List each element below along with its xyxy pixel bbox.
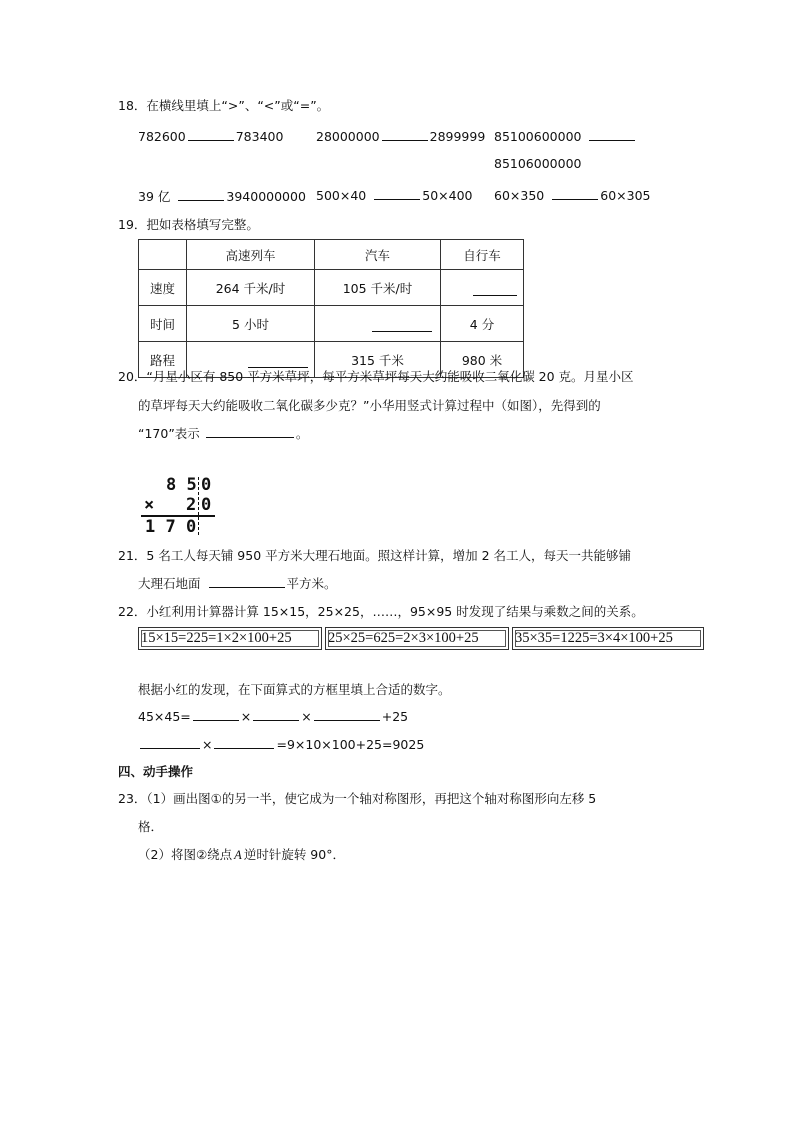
row-label: 路程 <box>139 342 187 378</box>
table-header-cell: 自行车 <box>441 240 524 270</box>
table-cell: 980 米 <box>441 342 524 378</box>
answer-blank[interactable] <box>589 128 635 141</box>
times-sign: × <box>240 709 252 724</box>
q23-line1: 23．（1）画出图①的另一半，使它成为一个轴对称图形，再把这个轴对称图形向左移 5 <box>118 791 597 806</box>
table-header-row <box>139 240 524 270</box>
answer-blank[interactable] <box>214 736 274 749</box>
answer-blank[interactable] <box>140 736 200 749</box>
row-label: 时间 <box>139 306 187 342</box>
q18-title: 18．在横线里填上“>”、“<”或“=”。 <box>118 98 330 113</box>
q18-r2a-right: 3940000000 <box>226 189 306 204</box>
table-header-cell: 汽车 <box>315 240 441 270</box>
calc-partial-product: 1 7 0 <box>145 517 197 537</box>
q20-line2: 的草坪每天大约能吸收二氧化碳多少克？”小华用竖式计算过程中（如图），先得到的 <box>138 398 601 413</box>
table-cell: 105 千米/时 <box>315 270 441 306</box>
q21-line2 <box>138 574 337 592</box>
answer-blank[interactable] <box>188 128 234 141</box>
answer-blank[interactable] <box>253 708 299 721</box>
q21-line2-suffix: 平方米。 <box>286 576 337 591</box>
q18-r1b-left: 28000000 <box>316 129 380 144</box>
eq2-suffix: =9×10×100+25=9025 <box>276 737 425 752</box>
times-sign: × <box>301 709 312 724</box>
q18-row1-item3 <box>494 128 637 144</box>
q23-line3-suffix: 逆时针旋转 90°． <box>243 847 345 862</box>
calc-dashed-divider <box>198 477 199 535</box>
q23-line3-prefix: （2）将图②绕点 <box>138 847 233 862</box>
q18-row1-item1 <box>138 128 283 144</box>
q21-line1: 21．5 名工人每天铺 950 平方米大理石地面。照这样计算，增加 2 名工人，每天一共能够铺 <box>118 548 632 563</box>
q20-line1: 20．“月星小区有 850 平方米草坪，每平方米草坪每天大约能吸收二氧化碳 20 克。月星小区 <box>118 369 634 384</box>
example-equation-box-2: 25×25=625=2×3×100+25 <box>325 627 509 650</box>
answer-blank[interactable] <box>193 708 239 721</box>
q18-r1c-wrap: 85106000000 <box>494 156 582 171</box>
q21-line2-prefix: 大理石地面 <box>138 576 201 591</box>
row-label: 速度 <box>139 270 187 306</box>
answer-blank[interactable] <box>314 708 380 721</box>
q18-row1-item2 <box>316 128 485 144</box>
answer-blank[interactable] <box>473 283 517 296</box>
q19-title: 19．把如表格填写完整。 <box>118 217 259 232</box>
q22-equation-1 <box>138 708 408 724</box>
table-header-cell <box>139 240 187 270</box>
table-header-cell: 高速列车 <box>187 240 315 270</box>
times-sign: × <box>202 737 213 752</box>
q18-row2-item2 <box>316 187 473 203</box>
calc-multiplier: 2 <box>186 495 197 515</box>
eq1-prefix: 45×45= <box>138 709 191 724</box>
q18-row2-item1 <box>138 187 306 205</box>
eq1-suffix: +25 <box>381 709 409 724</box>
answer-blank[interactable] <box>206 425 294 438</box>
table-cell: 5 小时 <box>187 306 315 342</box>
vertical-multiplication-figure <box>140 475 220 537</box>
calc-multiplier-zero: 0 <box>201 495 212 515</box>
table-cell: 315 千米 <box>315 342 441 378</box>
point-label: A <box>234 848 242 862</box>
table-row <box>139 306 524 342</box>
q23-line2: 格． <box>138 819 164 834</box>
q22-line1: 22．小红利用计算器计算 15×15，25×25，……，95×95 时发现了结果与乘数之间的关系。 <box>118 604 644 619</box>
q23-line3 <box>138 845 345 863</box>
q18-r1a-left: 782600 <box>138 129 186 144</box>
table-cell: 4 分 <box>441 306 524 342</box>
q20-line3-text: “170”表示 <box>138 426 200 441</box>
q18-row2-item3 <box>494 187 651 203</box>
q18-r1b-right: 2899999 <box>429 129 486 144</box>
q18-r1a-right: 783400 <box>235 129 284 144</box>
answer-blank[interactable] <box>372 319 432 332</box>
answer-blank[interactable] <box>178 188 224 201</box>
speed-time-distance-table <box>138 239 524 378</box>
table-cell <box>441 270 524 306</box>
calc-multiplicand: 8 5 <box>166 475 197 495</box>
q20-line3: “170”表示 。 <box>138 426 309 441</box>
q22-line2: 根据小红的发现，在下面算式的方框里填上合适的数字。 <box>138 682 451 697</box>
section-title: 四、动手操作 <box>118 764 194 779</box>
table-cell <box>315 306 441 342</box>
q18-r2b-left: 500×40 <box>316 188 367 203</box>
table-cell: 264 千米/时 <box>187 270 315 306</box>
q18-r1c-left: 85100600000 <box>494 129 582 144</box>
q18-r2b-right: 50×400 <box>422 188 473 203</box>
q18-r2c-left: 60×350 <box>494 188 545 203</box>
table-row <box>139 270 524 306</box>
q18-r2a-left: 39 亿 <box>138 189 171 204</box>
answer-blank[interactable] <box>552 187 598 200</box>
q18-r2c-right: 60×305 <box>600 188 651 203</box>
times-sign: × <box>144 495 155 515</box>
example-equation-box-1: 15×15=225=1×2×100+25 <box>138 627 322 650</box>
answer-blank[interactable] <box>374 187 420 200</box>
answer-blank[interactable] <box>382 128 428 141</box>
q22-equation-2 <box>138 736 424 752</box>
example-equation-box-3: 35×35=1225=3×4×100+25 <box>512 627 704 650</box>
calc-multiplicand-zero: 0 <box>201 475 212 495</box>
answer-blank[interactable] <box>209 575 285 588</box>
